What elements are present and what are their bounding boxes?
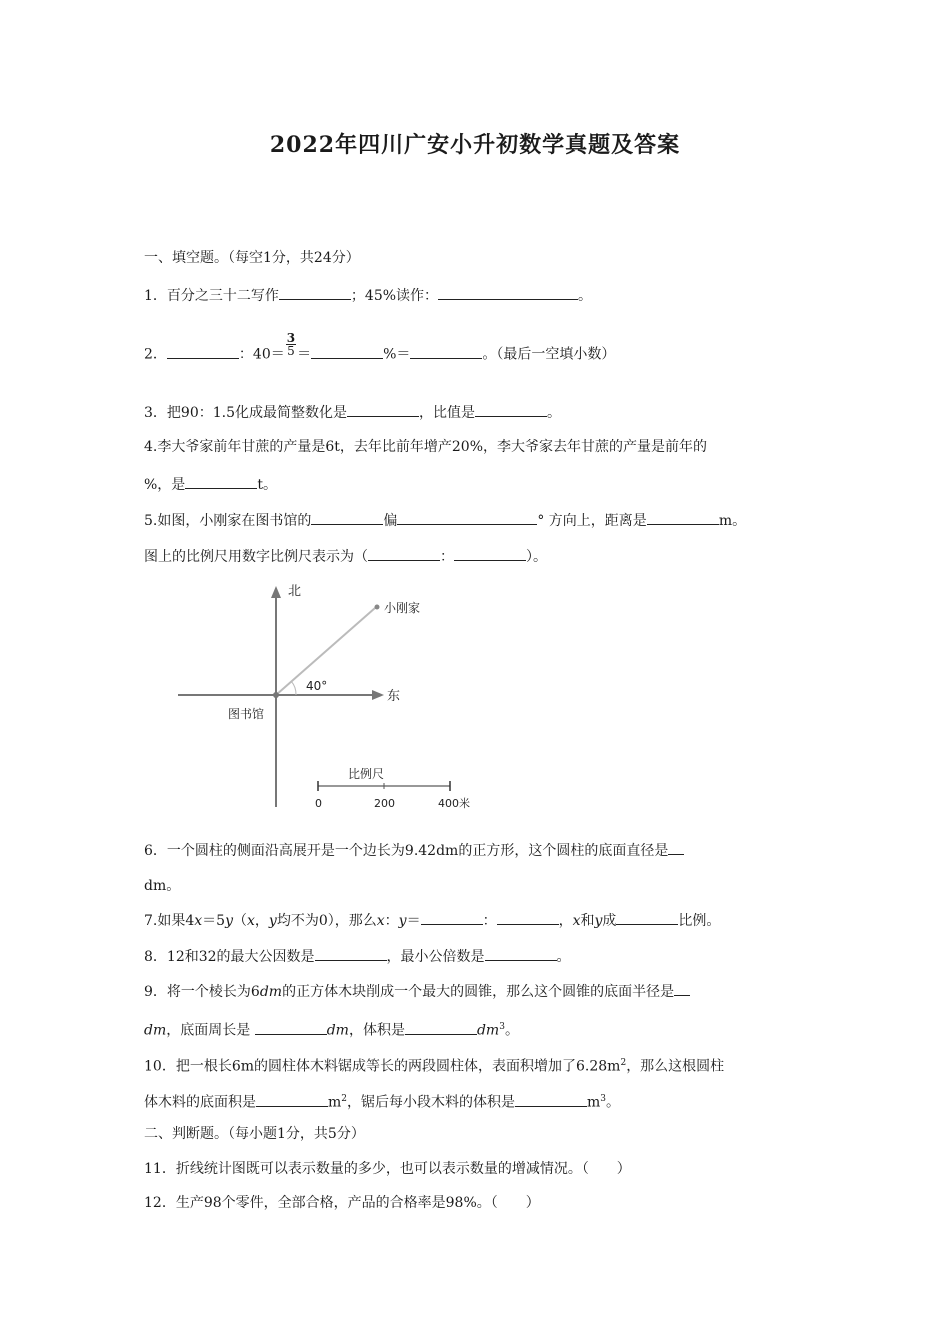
east-arrow-icon [372, 690, 384, 700]
question-10-line-2: 体木料的底面积是 $m^2$，锯后每小段木料的体积是 $m^3$。 [144, 1089, 620, 1113]
direction-diagram [178, 582, 488, 812]
fraction-three-fifths: $\frac{3}{5}$ [286, 331, 296, 358]
scale-title: 比例尺 [348, 767, 385, 781]
scale-label-0: 0 [315, 797, 322, 810]
angle-label: 40° [306, 679, 328, 693]
question-10-line-1: 10．把一根长6m的圆柱体木料锯成等长的两段圆柱体，表面积增加了$6.28m^2$，那么这根圆柱 [144, 1058, 725, 1075]
question-5-line-2: 图上的比例尺用数字比例尺表示为（ ： ）。 [144, 546, 547, 567]
home-label: 小刚家 [384, 601, 421, 615]
question-3: 3．把90：1.5化成最简整数化是 ，比值是 。 [144, 402, 561, 423]
angle-arc [291, 681, 296, 695]
scale-label-200: 200 [374, 797, 395, 810]
question-9-line-1: 9．将一个棱长为6dm的正方体木块削成一个最大的圆锥，那么这个圆锥的底面半径是 [144, 981, 690, 1002]
question-1: 1．百分之三十二写作 ；45%读作： 。 [144, 285, 592, 306]
question-8: 8．12和32的最大公因数是 ，最小公倍数是 。 [144, 946, 571, 967]
question-6-line-2: dm。 [144, 878, 181, 894]
east-label: 东 [387, 689, 401, 704]
question-4-line-1: 4.李大爷家前年甘蔗的产量是6t，去年比前年增产20%，李大爷家去年甘蔗的产量是前年的 [144, 439, 708, 455]
question-2: 2． ：40＝ $\frac{3}{5}$ ＝ %＝ 。（最后一空填小数） [144, 331, 616, 363]
library-label: 图书馆 [228, 707, 265, 721]
page-title: 2022年四川广安小升初数学真题及答案 [269, 132, 681, 158]
home-point [375, 605, 380, 610]
question-9-line-2: dm，底面周长是 dm，体积是 $dm^3$。 [144, 1017, 519, 1041]
question-12: 12．生产98个零件，全部合格，产品的合格率是98%。（ ） [144, 1195, 540, 1211]
question-11: 11．折线统计图既可以表示数量的多少，也可以表示数量的增减情况。（ ） [144, 1161, 631, 1177]
north-arrow-icon [271, 586, 281, 598]
library-point [273, 692, 279, 698]
question-4-line-2: %，是 t。 [144, 474, 277, 495]
section-1-heading: 一、填空题。（每空1分，共24分） [144, 250, 360, 266]
scale-label-400: 400米 [438, 797, 470, 810]
north-label: 北 [288, 584, 302, 599]
question-5-line-1: 5.如图，小刚家在图书馆的 偏 ° 方向上，距离是 m。 [144, 510, 746, 531]
section-2-heading: 二、判断题。（每小题1分，共5分） [144, 1126, 365, 1142]
question-7: 7.如果4x＝5y（x，y均不为0），那么x：y＝ ： ，x和y成 比例。 [144, 910, 720, 931]
question-6-line-1: 6．一个圆柱的侧面沿高展开是一个边长为9.42dm的正方形，这个圆柱的底面直径是 [144, 840, 684, 861]
